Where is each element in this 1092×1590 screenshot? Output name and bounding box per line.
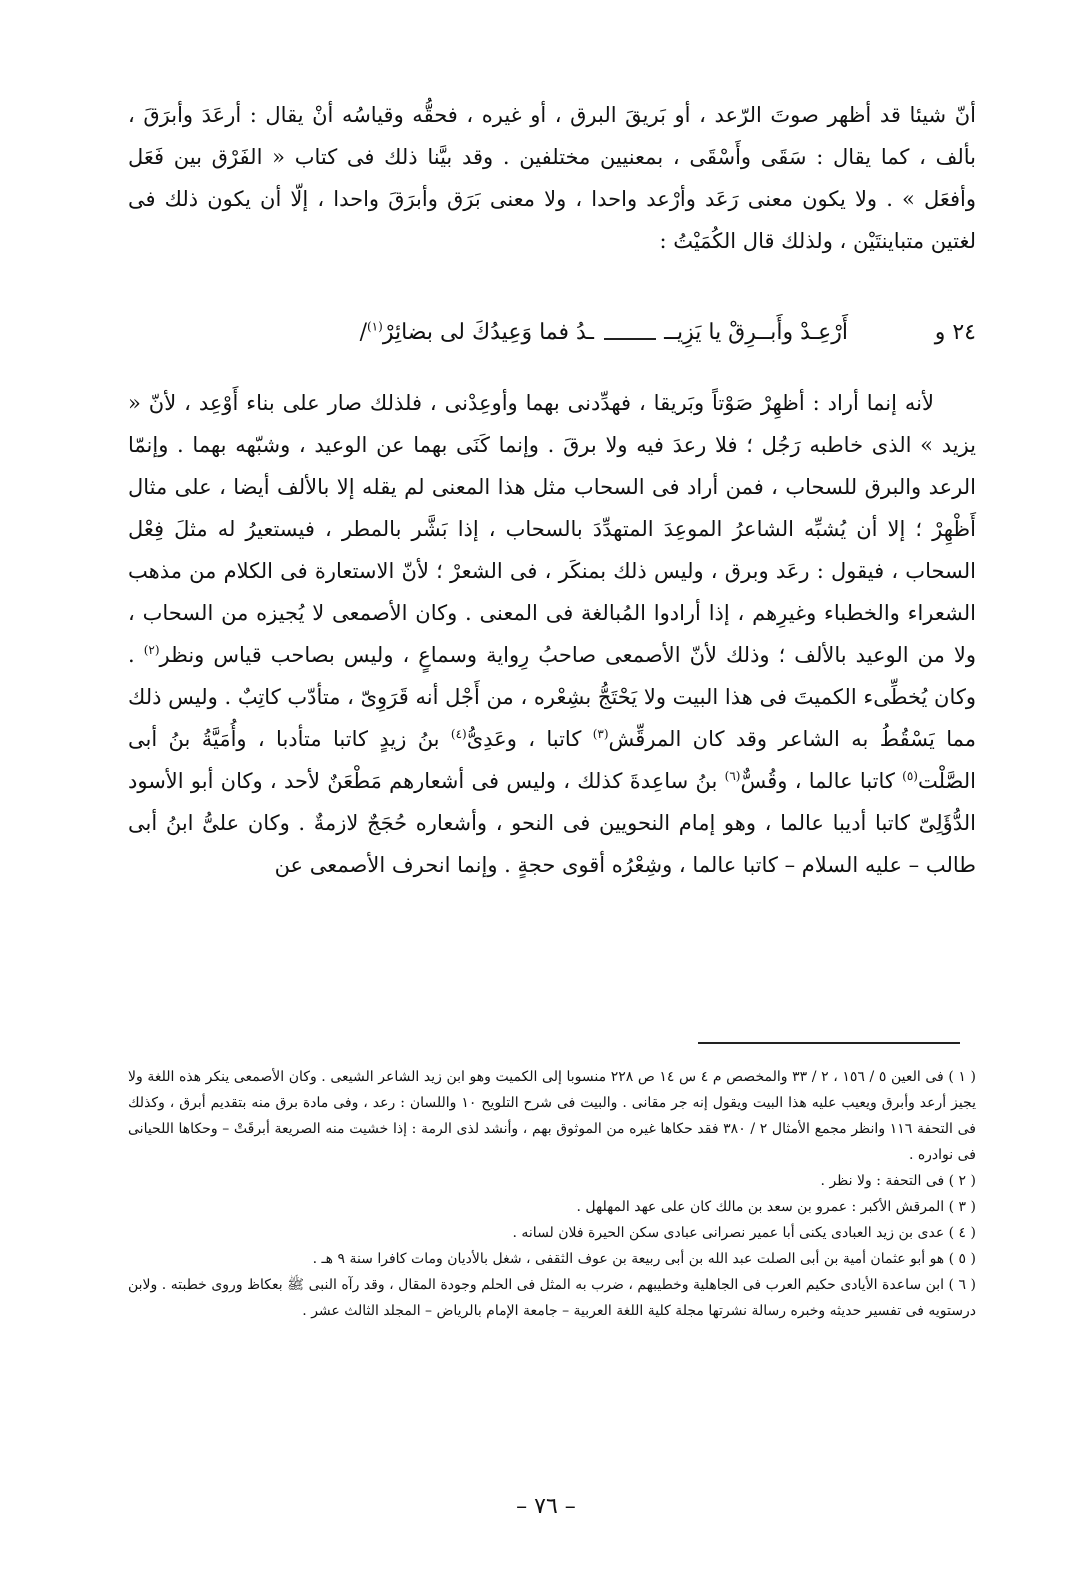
main-text-6: بنُ ساعِدةَ كذلك ، وليس فى أشعارهم مَطْعَنٌ لأحد ، وكان أبو الأسود الدُّؤَلِىّ كاتبا أديبا عالما ، وهو إمام النحويين فى النحو ، وأشعاره حُجَجٌ لازمةٌ . وكان علىُّ ابنُ أبى طالب – عليه السلام – كاتبا عالما ، وشِعْرُه أقوى حجةٍ . وإنما انحرف الأصمعى عن (128, 769, 976, 877)
intro-paragraph: أنّ شيئا قد أظهر صوتَ الرّعد ، أو بَريقَ البرق ، أو غيره ، فحقُّه وقياسُه أنْ يقال : أرعَدَ وأبرَقَ ، بألف ، كما يقال : سَقَى وأَسْقَى ، بمعنيين مختلفين . وقد بيَّنا ذلك فى كتاب « الفَرْق بين فَعَل وأفعَل » . ولا يكون معنى رَعَد وأرْعد واحدا ، ولا معنى بَرَق وأبرَقَ واحدا ، إلّا أن يكون ذلك فى لغتين متباينتَيْن ، ولذلك قال الكُمَيْتُ : (128, 103, 976, 253)
main-text-3: كاتبا ، وعَدِىُّ (466, 727, 593, 751)
main-text-5: كاتبا عالما ، وقُسٌّ (740, 769, 903, 793)
verse-number: ٢٤ و (934, 320, 976, 345)
footnote-5: ( ٥ ) هو أبو عثمان أمية بن أبى الصلت عبد الله بن أبى ربيعة بن عوف الثقفى ، شغل بالأديان ومات كافرا سنة ٩ هـ . (312, 1251, 976, 1267)
page-number: – ٧٦ – (516, 1494, 576, 1519)
footnote-6: ( ٦ ) ابن ساعدة الأيادى حكيم العرب فى الجاهلية وخطيبهم ، ضرب به المثل فى الحلم وجودة المقال ، وقد رآه النبى ﷺ بعكاظ وروى خطبته . ولابن درستويه فى تفسير حديثه وخبره رسالة نشرتها مجلة كلية اللغة العربية – جامعة الإمام بالرياض – المجلد الثالث عشر . (128, 1277, 976, 1319)
main-paragraph (128, 382, 976, 886)
footnotes-block (128, 1064, 976, 1324)
footnote-ref-4: (٤) (450, 727, 467, 741)
footnote-4: ( ٤ ) عدى بن زيد العبادى يكنى أبا عمير نصرانى عبادى سكن الحيرة فلان لسانه . (512, 1225, 976, 1241)
footnote-ref-5: (٥) (902, 769, 918, 783)
verse-second-hemistich (360, 320, 594, 345)
verse-line (128, 314, 976, 358)
footnote-ref-2: (٢) (143, 643, 160, 657)
footnote-1: ( ١ ) فى العين ٥ / ١٥٦ ، ٢ / ٣٣ والمخصص م ٤ س ١٤ ص ٢٢٨ منسوبا إلى الكميت وهو ابن زيد الشاعر الشيعى . وكان الأصمعى ينكر هذه اللغة ولا يجيز أرعد وأبرق ويعيب عليه هذا البيت ويقول إنه جر مقانى . والبيت فى شرح التلويح ١٠ واللسان : رعد ، وفى مادة برق منه بتقديم أبرق ، وكذلك فى التحفة ١١٦ وانظر مجمع الأمثال ٢ / ٣٨٠ فقد حكاها غيره من الموثوق بهم ، وأنشد لذى الرمة : إذا خشيت منه الصريعة أبرقَتْ – وحكاها اللحيانى فى نوادره . (128, 1069, 977, 1163)
footnote-2: ( ٢ ) فى التحفة : ولا نظر . (820, 1173, 976, 1189)
footnote-ref-1: (١) (366, 319, 383, 334)
footnote-ref-3: (٣) (592, 727, 609, 741)
footnote-ref-6: (٦) (724, 769, 741, 783)
footnote-3: ( ٣ ) المرقش الأكبر : عمرو بن سعد بن مالك كان على عهد المهلهل . (576, 1199, 976, 1215)
main-text-1: لأنه إنما أراد : أظهِرْ صَوْتاً وبَريقا ، فهدِّدنى بهما وأوعِدْنى ، فلذلك صار على بناء أَوْعِد ، لأنّ « يزيد » الذى خاطبه رَجُل ؛ فلا رعدَ فيه ولا برقَ . وإنما كَنَى بهما عن الوعيد ، وشبّهه بهما . وإنمّا الرعد والبرق للسحاب ، فمن أراد فى السحاب مثل هذا المعنى لم يقله إلا بالألف أيضا ، على مثال أَظْهِرْ ؛ إلا أن يُشبِّه الشاعرُ الموعِدَ المتهدِّدَ بالسحاب ، إذا بَشَّر بالمطر ، فيستعيرُ له مثلَ فِعْل السحاب ، فيقول : رعَد وبرق ، وليس ذلك بمنكَر ، فى الشعرْ ؛ لأنّ الاستعارة فى الكلام من مذهب الشعراء والخطباء وغيرِهم ، إذا أرادوا المُبالغة فى المعنى . وكان الأصمعى لا يُجيزه من السحاب ، ولا من الوعيد بالألف ؛ وذلك لأنّ الأصمعى صاحبُ رِواية وسماعٍ ، وليس بصاحب قياس ونظر (128, 391, 976, 667)
verse-trailing-mark: / (359, 320, 367, 345)
main-text-4: بنُ زيدٍ كاتبا متأدبا ، وأُمَيَّةُ بنُ أبى الصَّلْت (128, 727, 976, 793)
hemistich-separator (604, 338, 656, 340)
verse-first-hemistich: أَرْعِـدْ وأَبــرِقْ يا يَزِيــ (664, 320, 848, 345)
verse-second-text: ـدُ فما وَعِيدُكَ لى بضائِرْ (382, 320, 594, 345)
main-text-2: . وكان يُخطِّىء الكميتَ فى هذا البيت ولا يَحْتَجُّ بشِعْره ، من أَجْل أنه قَرَوِىّ ، متأدّب كاتِبٌ . وليس ذلك مما يَسْقُطُ به الشاعر وقد كان المرقِّش (128, 643, 976, 751)
footnote-divider (698, 1042, 960, 1044)
